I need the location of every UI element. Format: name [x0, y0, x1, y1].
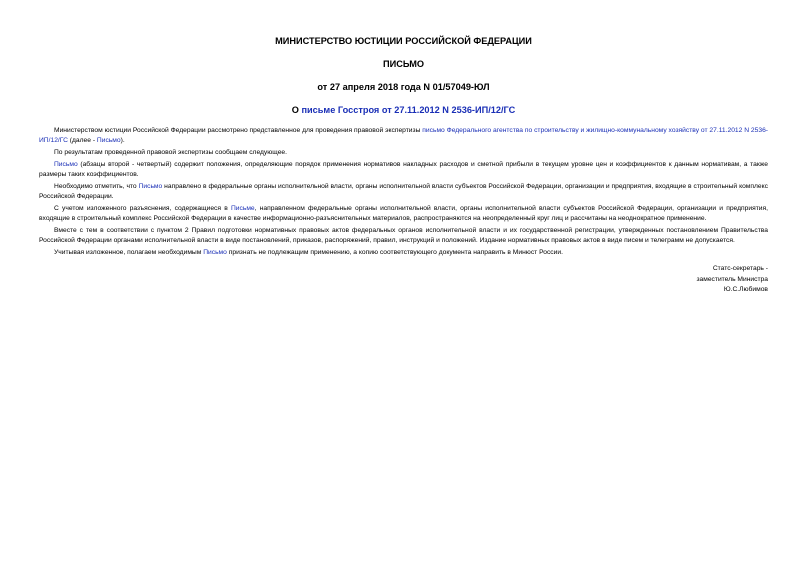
paragraph-3: [39, 160, 768, 180]
p1-link-letter[interactable]: Письмо: [96, 137, 121, 144]
p7-link-letter[interactable]: Письмо: [203, 249, 227, 256]
signature-name: Ю.С.Любимов: [723, 286, 768, 293]
document-subject: [39, 105, 768, 116]
p4-link-letter[interactable]: Письмо: [138, 183, 163, 190]
p1-text-3: ).: [120, 137, 125, 144]
p4-text-1: Необходимо отметить, что: [54, 183, 139, 190]
p6-text-1: Вместе с тем в соответствии с пунктом 2 Правил подготовки нормативных правовых актов федеральных органов исполнительной власти и их государственной регистрации, утвержденных постановлением Правительства Российской Федерации органами исполнительной власти в виде постановлений, приказов, распоряжений, правил, инструкций и положений. Издание нормативных правовых актов в виде писем и телеграмм не допускается.: [39, 227, 768, 244]
subject-link[interactable]: письме Госстроя от 27.11.2012 N 2536-ИП/12/ГС: [301, 105, 516, 115]
p7-text-2: признать не подлежащим применению, а копию соответствующего документа направить в Минюст России.: [226, 249, 563, 256]
document-body: [39, 126, 768, 258]
paragraph-6: [39, 226, 768, 246]
signature-position-1: Статс-секретарь -: [712, 265, 768, 272]
paragraph-2: [39, 148, 768, 158]
signature-position-2: заместитель Министра: [696, 275, 768, 283]
p1-link-letter-agency[interactable]: письмо Федерального агентства по строительству и жилищно-коммунальному хозяйству от 27.11.2012 N 2536-ИП/12/ГС: [39, 127, 769, 144]
p2-text-1: По результатам проведенной правовой экспертизы сообщаем следующее.: [54, 149, 288, 156]
p5-text-1: С учетом изложенного разъяснения, содержащиеся в: [54, 205, 231, 212]
p3-text-1: (абзацы второй - четвертый) содержит положения, определяющие порядок применения нормативов накладных расходов и сметной прибыли в текущем уровне цен и коэффициентов к данным нормативам, а также размеры таких коэффициентов.: [39, 161, 768, 178]
p4-text-2: направлено в федеральные органы исполнительной власти, органы исполнительной власти субъектов Российской Федерации, организации и предприятия, входящие в строительный комплекс Российской Федерации.: [39, 183, 768, 200]
subject-prefix: О: [291, 105, 302, 115]
paragraph-4: [39, 182, 768, 202]
paragraph-7: [39, 248, 768, 258]
signature-block: [39, 264, 768, 296]
p1-text-1: Министерством юстиции Российской Федерации рассмотрено представленное для проведения правовой экспертизы: [54, 127, 423, 134]
document-date-number: от 27 апреля 2018 года N 01/57049-ЮЛ: [317, 82, 490, 92]
document-header: [39, 36, 768, 116]
p3-link-letter[interactable]: Письмо: [54, 161, 78, 168]
p5-link-letter[interactable]: Письме: [230, 205, 255, 212]
p7-text-1: Учитывая изложенное, полагаем необходимым: [54, 249, 204, 256]
p1-text-2: (далее -: [67, 137, 97, 144]
paragraph-5: [39, 204, 768, 224]
paragraph-1: [39, 126, 768, 146]
ministry-title: МИНИСТЕРСТВО ЮСТИЦИИ РОССИЙСКОЙ ФЕДЕРАЦИИ: [275, 36, 532, 46]
p5-text-2: , направленном федеральные органы исполнительной власти, органы исполнительной власти субъектов Российской Федерации, организации и предприятия, входящие в строительный комплекс Российской Федерации в качестве информационно-разъяснительных материалов, распространяются на неопределенный круг лиц и рассчитаны на неоднократное применение.: [39, 205, 769, 222]
document-type: ПИСЬМО: [382, 59, 425, 69]
